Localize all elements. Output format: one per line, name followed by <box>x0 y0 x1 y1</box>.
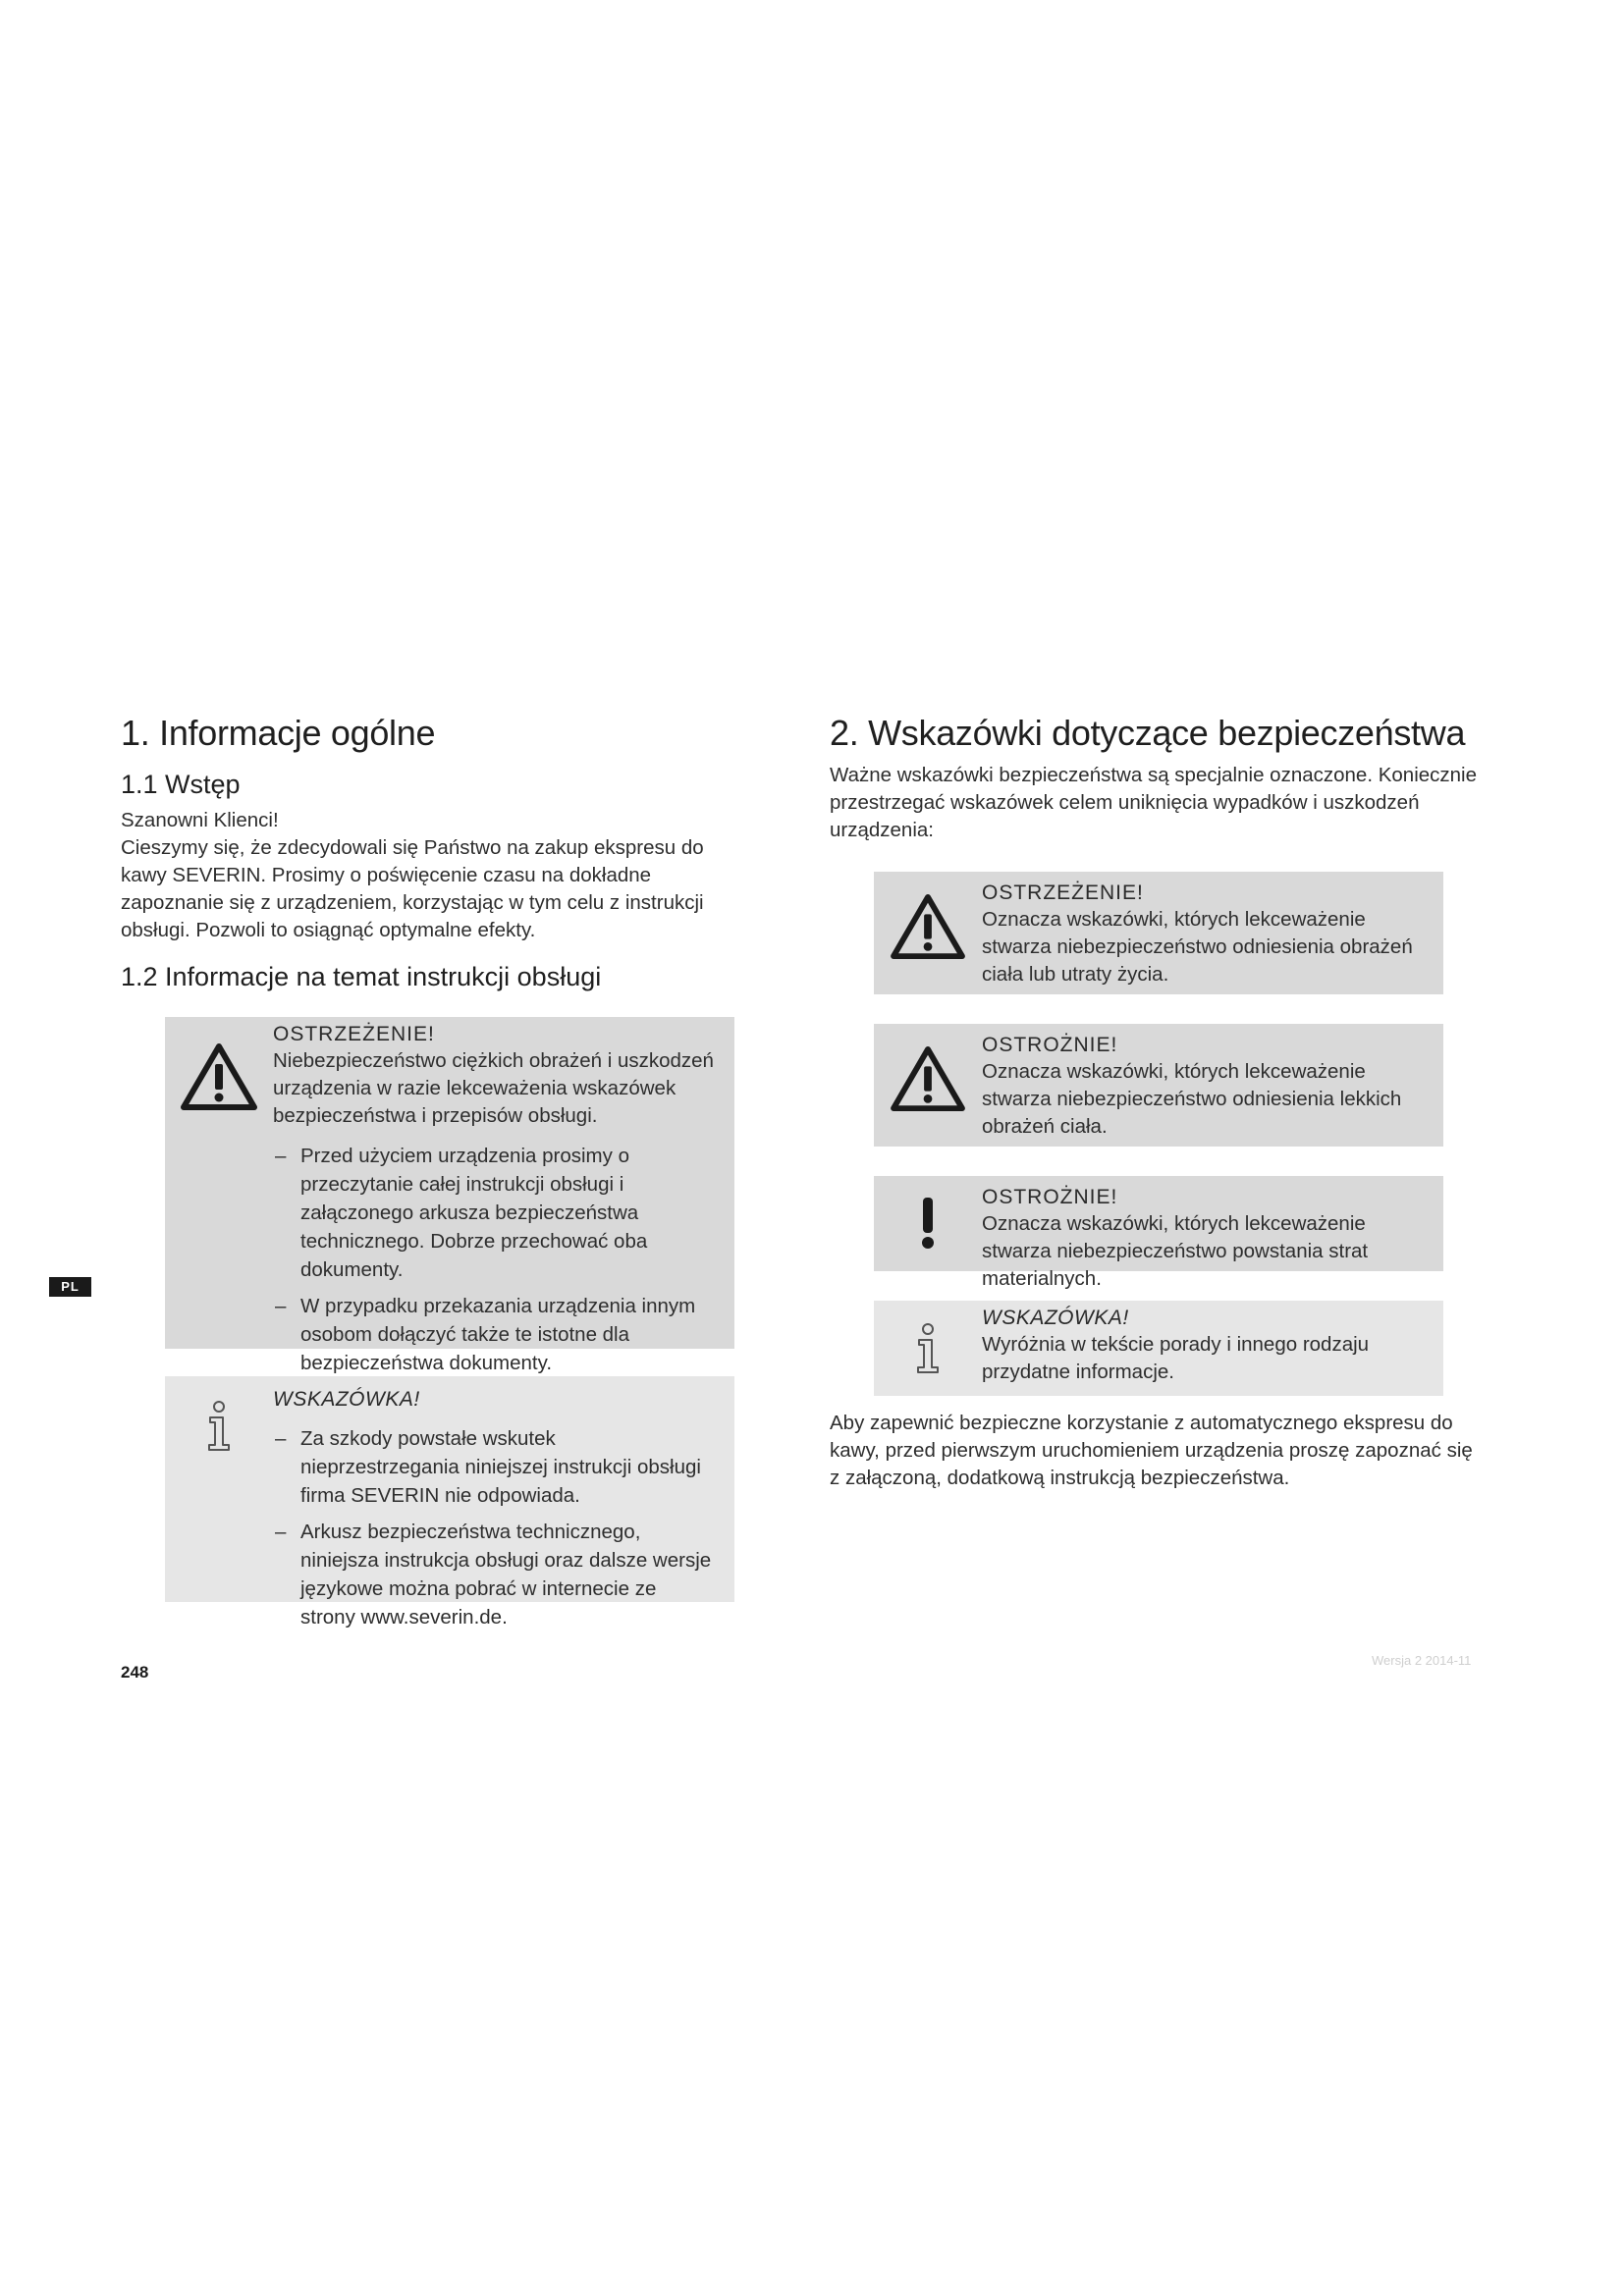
info-icon <box>874 1301 982 1396</box>
warning-box-list <box>273 1142 715 1377</box>
section-1-1-heading: 1.1 Wstęp <box>121 770 241 799</box>
info-icon <box>165 1376 273 1602</box>
note-box-list <box>273 1424 715 1631</box>
warning-triangle-icon <box>165 1017 273 1349</box>
legend-text: Oznacza wskazówki, których lekceważenie stwarza niebezpieczeństwo odniesienia obrażeń ciała lub utraty życia. <box>982 908 1413 986</box>
language-tab: PL <box>49 1277 91 1297</box>
legend-text: Wyróżnia w tekście porady i innego rodzaju przydatne informacje. <box>982 1333 1370 1383</box>
legend-title: OSTROŻNIE! <box>982 1186 1118 1208</box>
legend-title: WSKAZÓWKA! <box>982 1307 1129 1329</box>
list-item: – Arkusz bezpieczeństwa technicznego, niniejsza instrukcja obsługi oraz dalsze wersje językowe można pobrać w internecie ze strony www.severin.de. <box>273 1518 715 1631</box>
warning-triangle-icon <box>874 1024 982 1147</box>
safety-intro-paragraph: Ważne wskazówki bezpieczeństwa są specjalnie oznaczone. Koniecznie przestrzegać wskazówek celem uniknięcia wypadków i uszkodzeń urządzenia: <box>830 764 1478 841</box>
list-item: – W przypadku przekazania urządzenia innym osobom dołączyć także te istotne dla bezpieczeństwa dokumenty. <box>273 1292 715 1377</box>
warning-triangle-icon <box>874 872 982 994</box>
section-2-heading: 2. Wskazówki dotyczące bezpieczeństwa <box>830 713 1466 753</box>
list-item: – Za szkody powstałe wskutek nieprzestrzegania niniejszej instrukcji obsługi firma SEVERIN nie odpowiada. <box>273 1424 715 1510</box>
legend-title: OSTRZEŻENIE! <box>982 881 1144 904</box>
legend-title: OSTROŻNIE! <box>982 1034 1118 1056</box>
caution-legend-box <box>874 1024 1443 1147</box>
warning-box-title: OSTRZEŻENIE! <box>273 1023 435 1045</box>
right-column <box>830 711 1478 1492</box>
closing-paragraph: Aby zapewnić bezpieczne korzystanie z automatycznego ekspresu do kawy, przed pierwszym uruchomieniem urządzenia proszę zapoznać się z załączoną, dodatkową instrukcją bezpieczeństwa. <box>830 1412 1473 1489</box>
section-1-2-heading: 1.2 Informacje na temat instrukcji obsługi <box>121 962 602 991</box>
page-number: 248 <box>121 1663 149 1682</box>
note-legend-box <box>874 1301 1443 1396</box>
warning-box-text: Niebezpieczeństwo ciężkich obrażeń i uszkodzeń urządzenia w razie lekceważenia wskazówek bezpieczeństwa i przepisów obsługi. <box>273 1049 714 1127</box>
version-label: Wersja 2 2014-11 <box>1372 1653 1472 1668</box>
warning-legend-box <box>874 872 1443 994</box>
section-1-heading: 1. Informacje ogólne <box>121 713 436 753</box>
exclamation-icon <box>874 1176 982 1271</box>
note-box <box>165 1376 734 1629</box>
note-box-title: WSKAZÓWKA! <box>273 1388 420 1411</box>
greeting-text: Szanowni Klienci! <box>121 809 279 831</box>
left-column <box>121 711 734 1629</box>
warning-box <box>165 1017 734 1374</box>
legend-text: Oznacza wskazówki, których lekceważenie stwarza niebezpieczeństwo odniesienia lekkich obrażeń ciała. <box>982 1060 1402 1138</box>
list-item: – Przed użyciem urządzenia prosimy o przeczytanie całej instrukcji obsługi i załączonego arkusza bezpieczeństwa technicznego. Dobrze przechować oba dokumenty. <box>273 1142 715 1284</box>
legend-text: Oznacza wskazówki, których lekceważenie stwarza niebezpieczeństwo powstania strat materialnych. <box>982 1212 1369 1290</box>
intro-paragraph: Cieszymy się, że zdecydowali się Państwo na zakup ekspresu do kawy SEVERIN. Prosimy o poświęcenie czasu na dokładne zapoznanie się z urządzeniem, korzystając w tym celu z instrukcji obsługi. Pozwoli to osiągnąć optymalne efekty. <box>121 836 704 941</box>
material-caution-legend-box <box>874 1176 1443 1290</box>
